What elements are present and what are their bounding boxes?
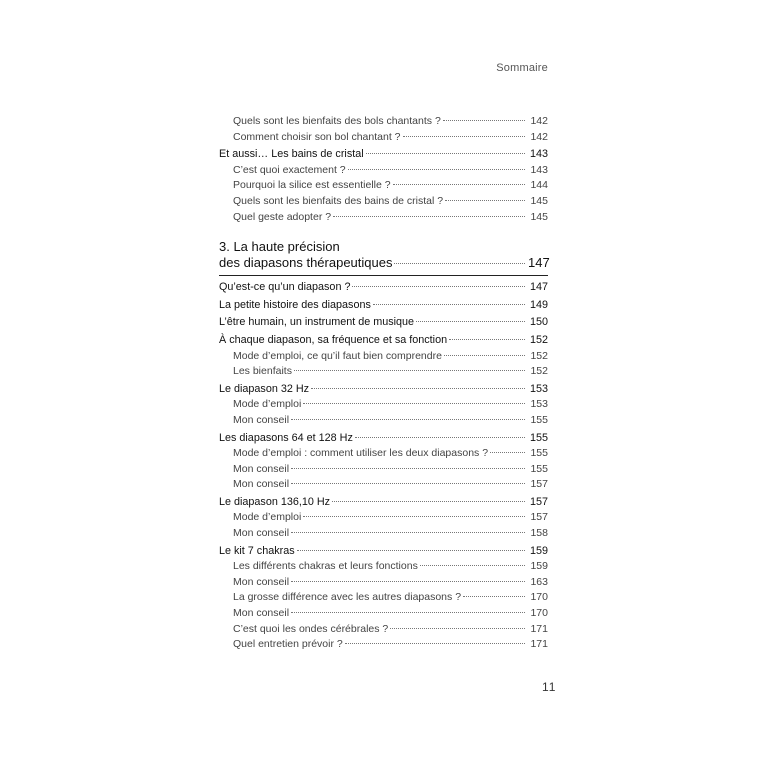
toc-entry-label: Les diapasons 64 et 128 Hz: [219, 431, 353, 444]
chapter-page-number: 147: [528, 255, 550, 271]
toc-subentry: [219, 477, 548, 493]
toc-entry-page: 152: [529, 333, 548, 346]
toc-subentry: [219, 364, 548, 380]
dot-leader: [403, 136, 525, 137]
dot-leader: [463, 596, 525, 597]
dot-leader: [444, 355, 525, 356]
toc-entry-label: Le diapason 32 Hz: [219, 382, 310, 395]
toc-entry-page: 145: [530, 210, 548, 223]
toc-subentry: [219, 462, 548, 478]
toc-entry-page: 157: [530, 478, 548, 491]
toc-entry-label: Mon conseil: [233, 478, 290, 491]
dot-leader: [490, 452, 525, 453]
toc-entry-label: Mode d’emploi, ce qu’il faut bien comprendre: [233, 349, 442, 362]
toc-list-after: [219, 280, 548, 653]
chapter-title-line2-entry: [219, 255, 548, 271]
toc-entry-label: Mon conseil: [233, 462, 290, 475]
toc-subentry: [219, 606, 548, 622]
toc-entry-label: Mode d’emploi: [233, 511, 302, 524]
toc-subentry: [219, 413, 548, 429]
dot-leader: [355, 437, 525, 438]
dot-leader: [291, 419, 525, 420]
toc-subentry: [219, 114, 548, 130]
toc-entry-label: Pourquoi la silice est essentielle ?: [233, 179, 391, 192]
dot-leader: [291, 483, 525, 484]
toc-entry-page: 150: [529, 316, 548, 329]
toc-entry-label: La grosse différence avec les autres diapasons ?: [233, 591, 462, 604]
toc-subentry: [219, 622, 548, 638]
chapter-title-line2: des diapasons thérapeutiques: [219, 255, 393, 271]
toc-section-entry: [219, 280, 548, 296]
toc-entry-label: Les différents chakras et leurs fonctions: [233, 560, 418, 573]
dot-leader: [332, 501, 525, 502]
toc-entry-page: 155: [530, 413, 548, 426]
toc-entry-label: Le kit 7 chakras: [219, 544, 295, 557]
dot-leader: [390, 628, 525, 629]
dot-leader: [416, 321, 525, 322]
toc-subentry: [219, 526, 548, 542]
toc-entry-page: 159: [530, 560, 548, 573]
dot-leader: [348, 169, 525, 170]
dot-leader: [291, 532, 525, 533]
toc-section-entry: [219, 431, 548, 447]
toc-subentry: [219, 178, 548, 194]
toc-entry-label: Mon conseil: [233, 575, 290, 588]
toc-entry-page: 149: [529, 298, 548, 311]
chapter-heading: [219, 239, 548, 271]
dot-leader: [445, 200, 525, 201]
toc-entry-page: 143: [530, 163, 548, 176]
toc-entry-label: Les bienfaits: [233, 365, 292, 378]
toc-entry-page: 159: [529, 544, 548, 557]
toc-entry-page: 170: [530, 591, 548, 604]
toc-entry-page: 155: [530, 462, 548, 475]
toc-entry-page: 152: [530, 349, 548, 362]
toc-entry-page: 171: [530, 622, 548, 635]
toc-subentry: [219, 194, 548, 210]
chapter-title-line1: 3. La haute précision: [219, 239, 340, 255]
toc-section-entry: [219, 495, 548, 511]
toc-entry-page: 170: [530, 607, 548, 620]
toc-entry-label: Mode d’emploi : comment utiliser les deux diapasons ?: [233, 447, 489, 460]
toc-entry-label: Et aussi… Les bains de cristal: [219, 148, 364, 161]
toc-entry-page: 147: [529, 281, 548, 294]
dot-leader: [373, 304, 525, 305]
table-of-contents: [219, 114, 548, 653]
toc-section-entry: [219, 298, 548, 314]
toc-entry-page: 163: [530, 575, 548, 588]
toc-entry-page: 155: [530, 447, 548, 460]
toc-entry-label: Mon conseil: [233, 527, 290, 540]
toc-section-entry: [219, 544, 548, 560]
toc-entry-page: 152: [530, 365, 548, 378]
dot-leader: [291, 581, 525, 582]
toc-section-entry: [219, 333, 548, 349]
toc-entry-label: Quel entretien prévoir ?: [233, 638, 343, 651]
toc-entry-page: 142: [530, 115, 548, 127]
dot-leader: [393, 184, 525, 185]
toc-entry-label: Quels sont les bienfaits des bols chantants ?: [233, 115, 441, 127]
dot-leader: [352, 286, 525, 287]
toc-entry-label: La petite histoire des diapasons: [219, 298, 371, 311]
toc-entry-page: 171: [530, 638, 548, 651]
toc-entry-page: 153: [529, 382, 548, 395]
toc-subentry: [219, 397, 548, 413]
toc-entry-label: C’est quoi exactement ?: [233, 163, 346, 176]
dot-leader: [443, 120, 525, 121]
toc-subentry: [219, 575, 548, 591]
chapter-rule: [219, 275, 548, 276]
toc-entry-label: Qu’est-ce qu’un diapason ?: [219, 281, 351, 294]
toc-section-entry: [219, 315, 548, 331]
toc-entry-page: 157: [530, 511, 548, 524]
toc-entry-page: 142: [530, 130, 548, 143]
toc-subentry: [219, 510, 548, 526]
toc-subentry: [219, 349, 548, 365]
toc-entry-page: 153: [530, 398, 548, 411]
toc-entry-label: Mon conseil: [233, 413, 290, 426]
toc-entry-label: L’être humain, un instrument de musique: [219, 316, 415, 329]
toc-subentry: [219, 637, 548, 653]
dot-leader: [303, 403, 525, 404]
dot-leader: [345, 643, 525, 644]
toc-entry-label: Mode d’emploi: [233, 398, 302, 411]
toc-entry-label: Quels sont les bienfaits des bains de cristal ?: [233, 194, 444, 207]
dot-leader: [333, 216, 525, 217]
toc-entry-page: 157: [529, 495, 548, 508]
dot-leader: [291, 468, 525, 469]
running-head: Sommaire: [496, 62, 548, 74]
toc-subentry: [219, 559, 548, 575]
toc-subentry: [219, 163, 548, 179]
toc-entry-page: 155: [529, 431, 548, 444]
dot-leader: [294, 370, 525, 371]
toc-subentry: [219, 210, 548, 226]
dot-leader: [449, 339, 525, 340]
toc-section-entry: [219, 382, 548, 398]
dot-leader: [291, 612, 525, 613]
toc-entry-label: Comment choisir son bol chantant ?: [233, 130, 401, 143]
page-number: 11: [542, 680, 557, 694]
toc-entry-page: 145: [530, 194, 548, 207]
toc-entry-label: Mon conseil: [233, 607, 290, 620]
toc-section-entry: [219, 147, 548, 163]
dot-leader: [420, 565, 525, 566]
dot-leader: [303, 516, 525, 517]
toc-subentry: [219, 446, 548, 462]
dot-leader: [394, 263, 525, 264]
toc-entry-label: Le diapason 136,10 Hz: [219, 495, 331, 508]
toc-entry-page: 143: [529, 148, 548, 161]
dot-leader: [311, 388, 525, 389]
toc-list-before: [219, 114, 548, 225]
toc-entry-page: 158: [530, 527, 548, 540]
toc-entry-label: À chaque diapason, sa fréquence et sa fonction: [219, 333, 448, 346]
dot-leader: [297, 550, 525, 551]
toc-subentry: [219, 130, 548, 146]
toc-entry-label: Quel geste adopter ?: [233, 210, 332, 223]
toc-entry-label: C’est quoi les ondes cérébrales ?: [233, 622, 389, 635]
dot-leader: [366, 153, 525, 154]
toc-entry-page: 144: [530, 179, 548, 192]
toc-subentry: [219, 590, 548, 606]
